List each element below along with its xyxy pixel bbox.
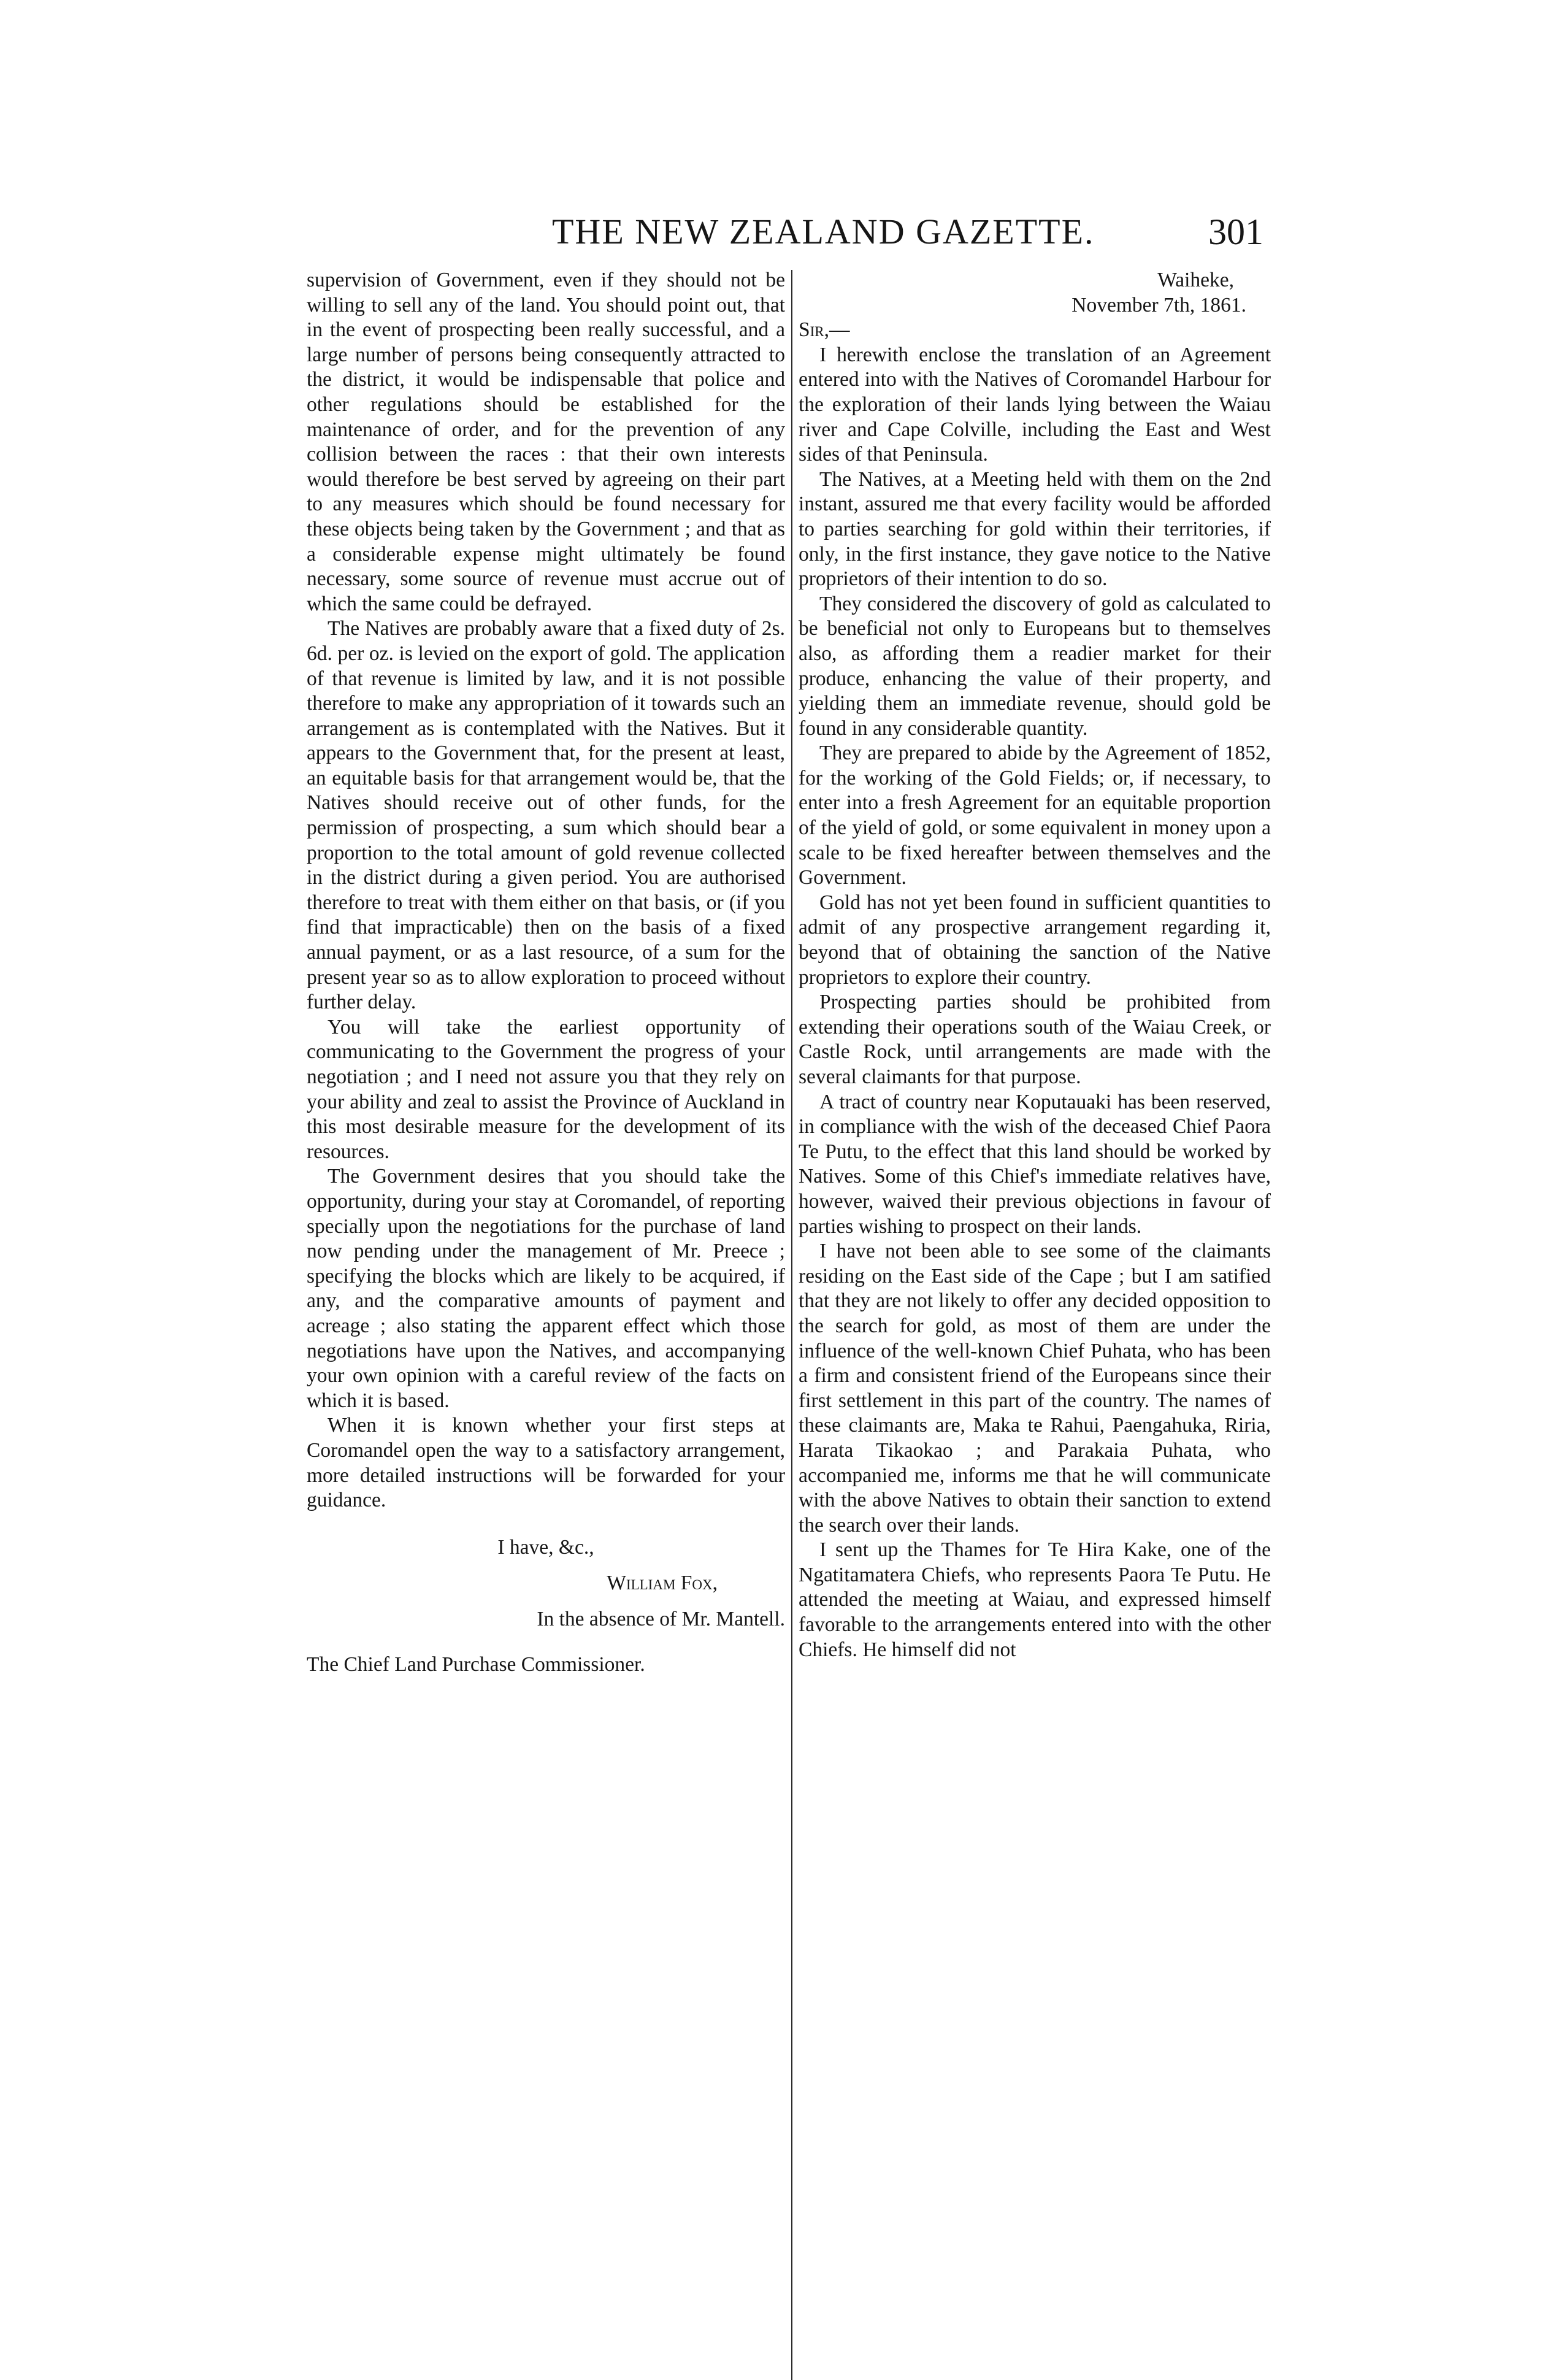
left-paragraph-5: When it is known whether your first steps at Coromandel open the way to a satisfactory arrangement, more detailed instructions will be forwarded for your guidance. [307, 1414, 785, 1512]
left-paragraph-2: The Natives are probably aware that a fixed duty of 2s. 6d. per oz. is levied on the export of gold. The application of that revenue is limited by law, and it is not possible therefore to make any appropriation of it towards such an arrangement as is contemplated with the Natives. But it appears to the Government that, for the present at least, an equitable basis for that arrangement would be, that the Natives should receive out of other funds, for the permission of prospecting, a sum which should bear a proportion to the total amount of gold revenue collected in the district during a given period. You are authorised therefore to treat with them either on that basis, or (if you find that impracticable) then on the basis of a fixed annual payment, or as a last resource, of a sum for the present year so as to allow exploration to proceed without further delay. [307, 617, 785, 1014]
right-paragraph-2: The Natives, at a Meeting held with them on the 2nd instant, assured me that every facility would be afforded to parties searching for gold within their territories, if only, in the first instance, they gave notice to the Native proprietors of their intention to do so. [799, 467, 1271, 591]
page-header [307, 207, 1263, 256]
right-column [799, 268, 1271, 1662]
gazette-title: THE NEW ZEALAND GAZETTE. [552, 212, 1095, 251]
right-paragraph-7: A tract of country near Koputauaki has been reserved, in compliance with the wish of the deceased Chief Paora Te Putu, to the effect that this land should be worked by Natives. Some of this Chief's immediate relatives have, however, waived their previous objections in favour of parties wishing to prospect on their lands. [799, 1090, 1271, 1238]
right-paragraph-8: I have not been able to see some of the claimants residing on the East side of the Cape ; but I am satified that they are not likely to offer any decided opposition to the search for gold, as most of them are under the influence of the well-known Chief Puhata, who has been a firm and consistent friend of the Europeans since their first settlement in this part of the country. The names of these claimants are, Maka te Rahui, Paengahuka, Riria, Harata Tikaokao ; and Parakaia Puhata, who accompanied me, informs me that he will communicate with the above Natives to obtain their sanction to extend the search over their lands. [799, 1240, 1271, 1537]
left-paragraph-3: You will take the earliest opportunity of communicating to the Government the progress of your negotiation ; and I need not assure you that they rely on your ability and zeal to assist the Province of Auckland in this most desirable measure for the development of its resources. [307, 1015, 785, 1163]
right-paragraph-5: Gold has not yet been found in sufficient quantities to admit of any prospective arrangement regarding it, beyond that of obtaining the sanction of the Native proprietors to explore their country. [799, 891, 1271, 989]
right-paragraph-1: I herewith enclose the translation of an Agreement entered into with the Natives of Coromandel Harbour for the exploration of their lands lying between the Waiau river and Cape Colville, including the East and West sides of that Peninsula. [799, 343, 1271, 466]
left-paragraph-4: The Government desires that you should take the opportunity, during your stay at Coromandel, of reporting specially upon the negotiations for the purchase of land now pending under the management of Mr. Preece ; specifying the blocks which are likely to be acquired, if any, and the comparative amounts of payment and acreage ; also stating the apparent effect which those negotiations have upon the Natives, and accompanying your own opinion with a careful review of the facts on which it is based. [307, 1165, 785, 1412]
column-divider [791, 270, 792, 2380]
right-paragraph-4: They are prepared to abide by the Agreement of 1852, for the working of the Gold Fields; or, if necessary, to enter into a fresh Agreement for an equitable proportion of the yield of gold, or some equivalent in money upon a scale to be fixed hereafter between themselves and the Government. [799, 742, 1271, 889]
salutation: Sir,— [799, 318, 850, 342]
letter-closing: I have, &c., [497, 1535, 594, 1559]
letter-place: Waiheke, [1157, 269, 1234, 291]
left-column [307, 268, 785, 1678]
signature: William Fox, [607, 1572, 718, 1595]
addressee: The Chief Land Purchase Commissioner. [307, 1653, 645, 1676]
signatory-capacity: In the absence of Mr. Mantell. [537, 1607, 785, 1630]
page-number: 301 [1208, 212, 1263, 252]
right-paragraph-9: I sent up the Thames for Te Hira Kake, one of the Ngatitamatera Chiefs, who represents Paora Te Putu. He attended the meeting at Waiau, and expressed himself favorable to the arrangements entered into with the other Chiefs. He himself did not [799, 1538, 1271, 1661]
right-paragraph-6: Prospecting parties should be prohibited from extending their operations south of the Waiau Creek, or Castle Rock, until arrangements are made with the several claimants for that purpose. [799, 991, 1271, 1088]
right-paragraph-3: They considered the discovery of gold as calculated to be beneficial not only to Europeans but to themselves also, as affording them a readier market for their produce, enhancing the value of their property, and yielding them an immediate revenue, should gold be found in any considerable quantity. [799, 592, 1271, 740]
left-paragraph-1: supervision of Government, even if they should not be willing to sell any of the land. You should point out, that in the event of prospecting been really successful, and a large number of persons being consequently attracted to the district, it would be indispensable that police and other regulations should be established for the maintenance of order, and for the prevention of any collision between the races : that their own interests would therefore be best served by agreeing on their part to any measures which should be found necessary for these objects being taken by the Government ; and that as a considerable expense might ultimately be found necessary, some source of revenue must accrue out of which the same could be defrayed. [307, 269, 785, 615]
letter-date: November 7th, 1861. [1071, 293, 1246, 317]
